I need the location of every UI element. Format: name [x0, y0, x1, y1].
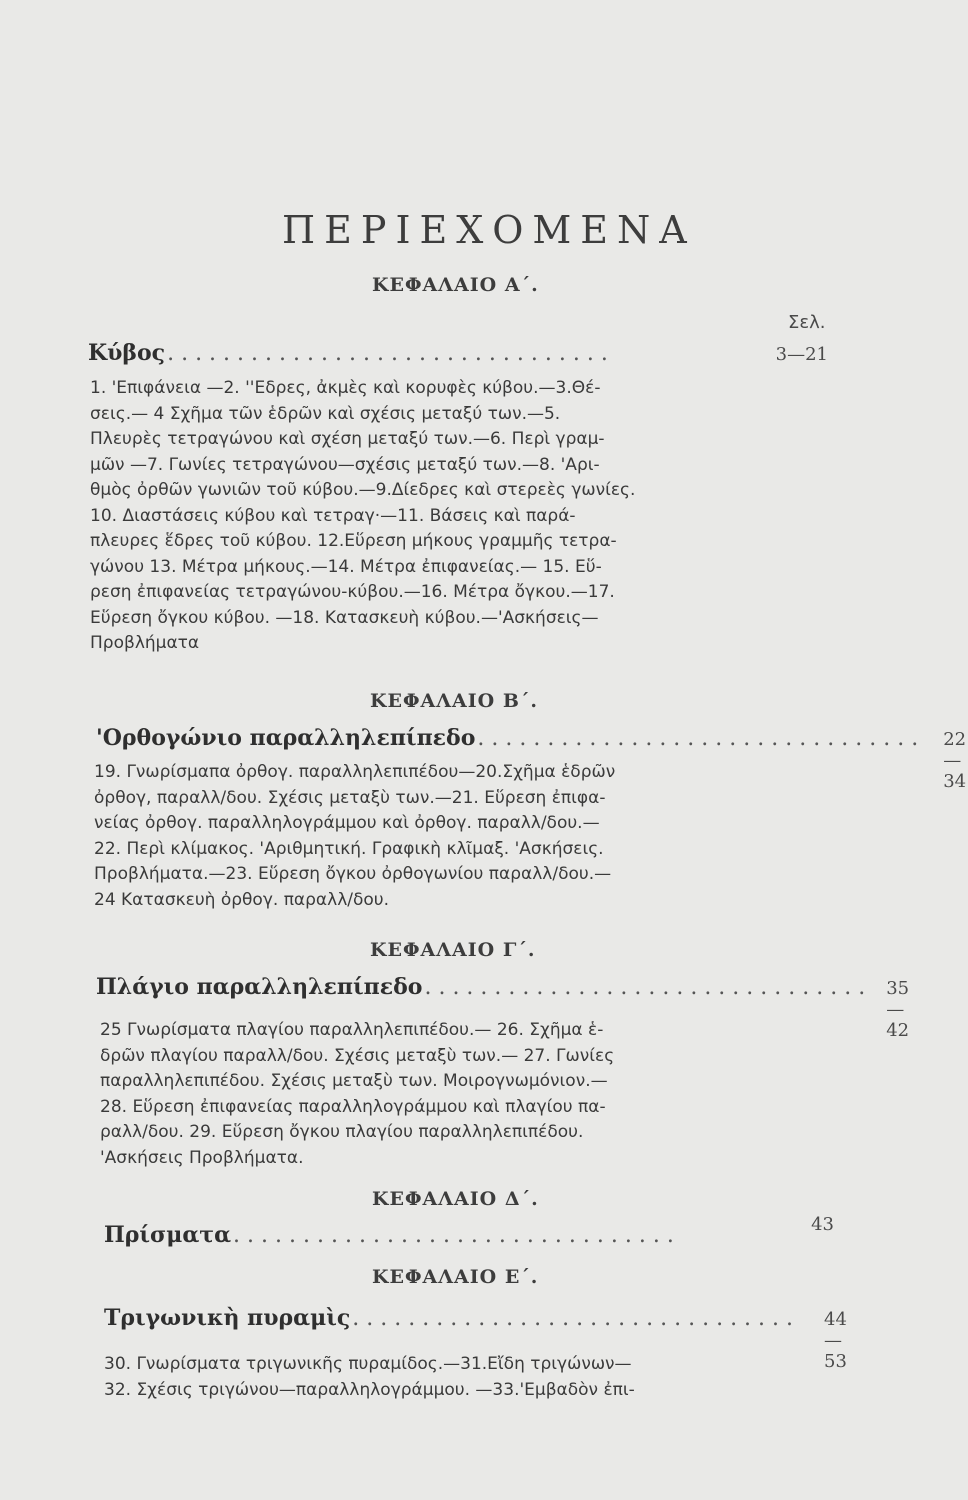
entry-pages: 22—34: [943, 729, 967, 792]
entry-title: 'Ορθογώνιο παραλληλεπίπεδο: [96, 725, 476, 751]
description-line: 1. 'Επιφάνεια —2. ''Εδρες, ἀκμὲς καὶ κορυφὲς κύβου.—3.Θέ-: [90, 378, 601, 398]
description-line: 30. Γνωρίσματα τριγωνικῆς πυραμίδος.—31.Εἴδη τριγώνων—: [104, 1354, 632, 1374]
description-line: γώνου 13. Μέτρα μήκους.—14. Μέτρα ἐπιφανείας.— 15. Εὕ-: [90, 556, 602, 577]
toc-entry: [104, 1214, 834, 1248]
description-line: 24 Κατασκευὴ ὀρθογ. παραλλ/δου.: [94, 889, 390, 910]
entry-description: [94, 760, 754, 913]
description-line: Προβλήματα: [90, 633, 200, 653]
description-line: Πλευρὲς τετραγώνου καὶ σχέση μεταξύ των.—6. Περὶ γραμ-: [90, 429, 605, 449]
dot-leader: ................................: [424, 975, 873, 1000]
entry-pages: 43: [811, 1214, 834, 1235]
entry-pages: 3—21: [775, 344, 828, 365]
description-line: σεις.— 4 Σχῆμα τῶν ἑδρῶν καὶ σχέσις μεταξύ των.—5.: [90, 403, 561, 424]
description-line: 28. Εὕρεση ἐπιφανείας παραλληλογράμμου καὶ πλαγίου πα-: [100, 1096, 606, 1117]
dot-leader: ................................: [477, 726, 926, 751]
page-column-label: Σελ.: [788, 312, 826, 333]
dot-leader: ................................: [233, 1223, 681, 1248]
toc-entry: [88, 340, 828, 366]
entry-description: [100, 1018, 760, 1171]
description-line: θμὸς ὀρθῶν γωνιῶν τοῦ κύβου.—9.Δίεδρες καὶ στερεὲς γωνίες.: [90, 480, 636, 500]
dot-leader: ................................: [167, 341, 615, 366]
entry-title: Τριγωνικὴ πυραμὶς: [104, 1305, 351, 1331]
description-line: 32. Σχέσις τριγώνου—παραλληλογράμμου. —33.'Εμβαδὸν ἐπι-: [104, 1379, 635, 1400]
description-line: Εὕρεση ὄγκου κύβου. —18. Κατασκευὴ κύβου.—'Ασκήσεις—: [90, 607, 599, 628]
description-line: 19. Γνωρίσμαπα ὀρθογ. παραλληλεπιπέδου—20.Σχῆμα ἑδρῶν: [94, 762, 616, 782]
description-line: 22. Περὶ κλίμακος. 'Αριθμητική. Γραφικὴ κλῖμαξ. 'Ασκήσεις.: [94, 838, 604, 859]
chapter-heading: ΚΕΦΑΛΑΙΟ Β΄.: [370, 690, 538, 712]
description-line: δρῶν πλαγίου παραλλ/δου. Σχέσις μεταξὺ των.— 27. Γωνίες: [100, 1045, 615, 1066]
chapter-heading: ΚΕΦΑΛΑΙΟ Ε΄.: [372, 1266, 539, 1288]
description-line: ὀρθογ, παραλλ/δου. Σχέσις μεταξὺ των.—21. Εὕρεση ἐπιφα-: [94, 787, 606, 808]
description-line: 'Ασκήσεις Προβλήματα.: [100, 1147, 304, 1168]
description-line: 25 Γνωρίσματα πλαγίου παραλληλεπιπέδου.— 26. Σχῆμα ἑ-: [100, 1020, 604, 1040]
entry-description: [90, 376, 740, 657]
chapter-heading: ΚΕΦΑΛΑΙΟ Α΄.: [372, 274, 539, 296]
description-line: Προβλήματα.—23. Εὕρεση ὄγκου ὀρθογωνίου παραλλ/δου.—: [94, 864, 612, 884]
description-line: μῶν —7. Γωνίες τετραγώνου—σχέσις μεταξύ των.—8. 'Αρι-: [90, 454, 600, 475]
page-title: ΠΕΡΙΕΧΟΜΕΝΑ: [282, 208, 696, 252]
description-line: νείας ὀρθογ. παραλληλογράμμου καὶ ὀρθογ. παραλλ/δου.—: [94, 813, 600, 833]
entry-description: [104, 1352, 764, 1403]
description-line: ραλλ/δου. 29. Εὕρεση ὄγκου πλαγίου παραλληλεπιπέδου.: [100, 1122, 584, 1142]
chapter-heading: ΚΕΦΑΛΑΙΟ Δ΄.: [372, 1188, 539, 1210]
description-line: πλευρες ἕδρες τοῦ κύβου. 12.Εὕρεση μήκους γραμμῆς τετρα-: [90, 531, 617, 551]
entry-title: Πρίσματα: [104, 1222, 232, 1248]
description-line: 10. Διαστάσεις κύβου καὶ τετραγ·—11. Βάσεις καὶ παρά-: [90, 505, 576, 526]
chapter-heading: ΚΕΦΑΛΑΙΟ Γ΄.: [370, 939, 536, 961]
entry-title: Κύβος: [88, 340, 166, 366]
entry-title: Πλάγιο παραλληλεπίπεδο: [96, 974, 423, 1000]
entry-pages: 35—42: [886, 978, 910, 1041]
description-line: παραλληλεπιπέδου. Σχέσις μεταξὺ των. Μοιρογνωμόνιον.—: [100, 1071, 608, 1091]
description-line: ρεση ἐπιφανείας τετραγώνου-κύβου.—16. Μέτρα ὄγκου.—17.: [90, 582, 615, 602]
dot-leader: ................................: [352, 1306, 801, 1331]
entry-pages: 44—53: [824, 1309, 847, 1372]
